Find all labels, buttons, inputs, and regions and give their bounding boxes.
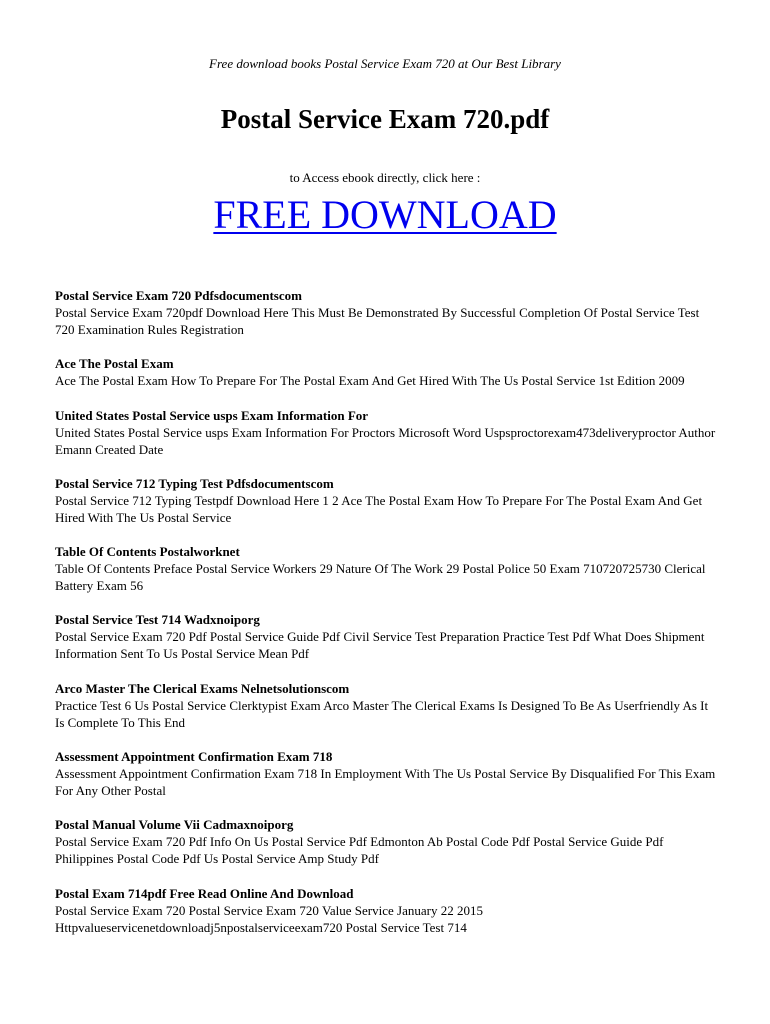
entry-item — [55, 287, 720, 338]
entry-title: Ace The Postal Exam — [55, 356, 174, 372]
entry-item — [55, 885, 720, 936]
entry-title: Postal Manual Volume Vii Cadmaxnoiporg — [55, 817, 294, 833]
entry-title: Arco Master The Clerical Exams Nelnetsolutionscom — [55, 680, 350, 696]
entry-title: Postal Exam 714pdf Free Read Online And Download — [55, 885, 354, 901]
entry-description: Postal Service 712 Typing Testpdf Download Here 1 2 Ace The Postal Exam How To Prepare For The Postal Exam And Get Hired With The Us Postal Service — [55, 492, 703, 525]
entry-description: Assessment Appointment Confirmation Exam 718 In Employment With The Us Postal Service By Disqualified For This Exam For Any Other Postal — [55, 766, 716, 799]
entry-title: Assessment Appointment Confirmation Exam 718 — [55, 749, 333, 765]
entry-list — [55, 287, 720, 953]
entry-item — [55, 543, 720, 594]
free-download-link[interactable]: FREE DOWNLOAD — [213, 192, 557, 237]
entry-item — [55, 475, 720, 526]
entry-item — [55, 355, 720, 389]
entry-title: Postal Service 712 Typing Test Pdfsdocumentscom — [55, 475, 334, 491]
entry-description: Postal Service Exam 720 Postal Service Exam 720 Value Service January 22 2015 Httpvalueservicenetdownloadj5npostalserviceexam720 Postal Service Test 714 — [55, 902, 483, 935]
entry-title: Postal Service Test 714 Wadxnoiporg — [55, 612, 260, 628]
entry-description: Practice Test 6 Us Postal Service Clerktypist Exam Arco Master The Clerical Exams Is Designed To Be As Userfriendly As It Is Complete To This End — [55, 697, 709, 730]
entry-title: Table Of Contents Postalworknet — [55, 544, 240, 560]
entry-description: Postal Service Exam 720 Pdf Postal Service Guide Pdf Civil Service Test Preparation Practice Test Pdf What Does Shipment Information Sent To Us Postal Service Mean Pdf — [55, 629, 705, 662]
entry-item — [55, 611, 720, 662]
entry-description: Ace The Postal Exam How To Prepare For The Postal Exam And Get Hired With The Us Postal Service 1st Edition 2009 — [55, 373, 685, 389]
entry-item — [55, 816, 720, 867]
library-tagline: Free download books Postal Service Exam 720 at Our Best Library — [209, 56, 561, 71]
entry-description: United States Postal Service usps Exam Information For Proctors Microsoft Word Uspsproctorexam473deliveryproctor Author Emann Created Date — [55, 424, 716, 457]
entry-title: Postal Service Exam 720 Pdfsdocumentscom — [55, 288, 302, 303]
entry-description: Table Of Contents Preface Postal Service Workers 29 Nature Of The Work 29 Postal Police 50 Exam 710720725730 Clerical Battery Exam 56 — [55, 561, 706, 594]
entry-item — [55, 407, 720, 458]
entry-title: United States Postal Service usps Exam Information For — [55, 407, 369, 423]
entry-description: Postal Service Exam 720 Pdf Info On Us Postal Service Pdf Edmonton Ab Postal Code Pdf Postal Service Guide Pdf Philippines Postal Code Pdf Us Postal Service Amp Study Pdf — [55, 834, 664, 867]
entry-description: Postal Service Exam 720pdf Download Here This Must Be Demonstrated By Successful Completion Of Postal Service Test 720 Examination Rules Registration — [55, 305, 700, 337]
entry-item — [55, 748, 720, 799]
document-title: Postal Service Exam 720.pdf — [220, 104, 550, 134]
entry-item — [55, 680, 720, 731]
access-instruction: to Access ebook directly, click here : — [289, 170, 481, 185]
